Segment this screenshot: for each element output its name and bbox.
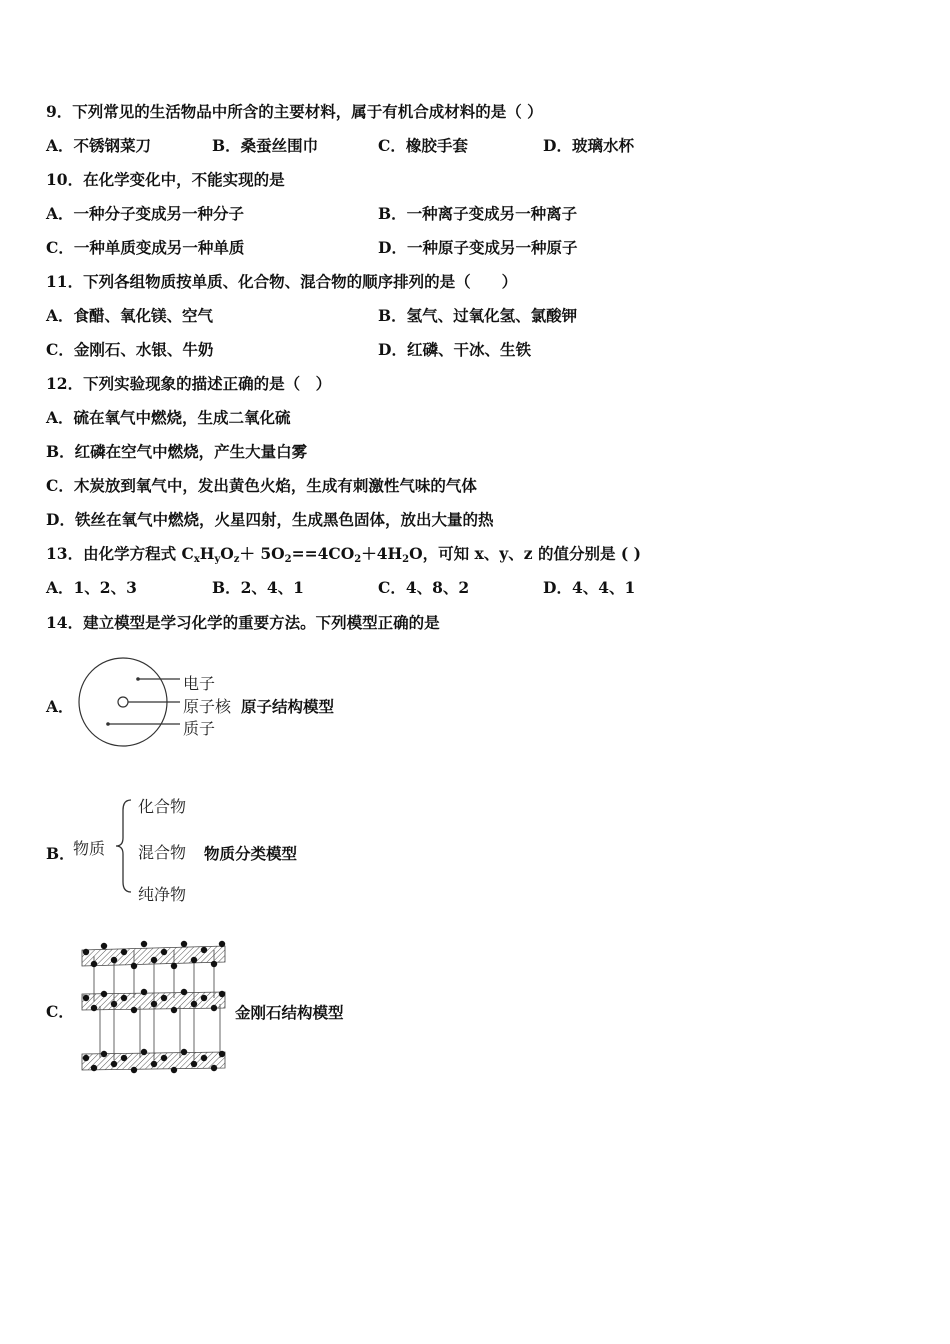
classification-model-caption: 物质分类模型	[204, 844, 298, 863]
mixture-item: 混合物	[138, 843, 187, 862]
q13-option-a[interactable]: A．1、2、3	[46, 578, 137, 597]
q9-option-a[interactable]: A．不锈钢菜刀	[46, 136, 152, 155]
q10-option-d[interactable]: D．一种原子变成另一种原子	[378, 238, 578, 257]
q10-option-a[interactable]: A．一种分子变成另一种分子	[46, 204, 245, 223]
q9-option-d[interactable]: D．玻璃水杯	[543, 136, 634, 155]
compound-item: 化合物	[138, 797, 187, 816]
q9-option-c[interactable]: C．橡胶手套	[378, 136, 468, 155]
q9-option-b[interactable]: B．桑蚕丝围巾	[212, 136, 319, 155]
proton-label: 质子	[183, 719, 216, 738]
q13-stem-prefix: 13．由化学方程式	[46, 544, 182, 563]
substance-root: 物质	[73, 839, 106, 858]
q13-stem	[46, 544, 641, 570]
atom-nucleus-circle	[118, 697, 128, 707]
q10-option-c[interactable]: C．一种单质变成另一种单质	[46, 238, 245, 257]
q13-option-c[interactable]: C．4、8、2	[378, 578, 470, 597]
nucleus-label: 原子核	[183, 697, 232, 716]
q10-stem: 10．在化学变化中，不能实现的是	[46, 170, 285, 189]
q11-option-a[interactable]: A．食醋、氧化镁、空气	[46, 306, 214, 325]
pure-substance-item: 纯净物	[138, 885, 187, 904]
q14-option-b-label[interactable]: B．	[46, 844, 75, 863]
q13-stem-suffix: ，可知 x、y、z 的值分别是 ( )	[422, 544, 641, 563]
q11-option-d[interactable]: D．红磷、干冰、生铁	[378, 340, 531, 359]
q12-option-a[interactable]: A．硫在氧气中燃烧，生成二氧化硫	[46, 408, 291, 427]
q14-option-a-label[interactable]: A．	[46, 697, 74, 716]
q10-option-b[interactable]: B．一种离子变成另一种离子	[378, 204, 578, 223]
q12-option-c[interactable]: C．木炭放到氧气中，发出黄色火焰，生成有刺激性气味的气体	[46, 476, 477, 495]
brace-icon	[113, 798, 135, 894]
q13-option-b[interactable]: B．2、4、1	[212, 578, 304, 597]
q12-option-b[interactable]: B．红磷在空气中燃烧，产生大量白雾	[46, 442, 308, 461]
q14-option-c-label[interactable]: C．	[46, 1002, 74, 1021]
diamond-model-caption: 金刚石结构模型	[235, 1003, 344, 1022]
q12-option-d[interactable]: D．铁丝在氧气中燃烧，火星四射，生成黑色固体，放出大量的热	[46, 510, 494, 529]
q12-stem: 12．下列实验现象的描述正确的是（ ）	[46, 374, 332, 393]
q9-stem: 9．下列常见的生活物品中所含的主要材料，属于有机合成材料的是（ ）	[46, 102, 543, 121]
q11-option-b[interactable]: B．氢气、过氧化氢、氯酸钾	[378, 306, 578, 325]
q11-option-c[interactable]: C．金刚石、水银、牛奶	[46, 340, 214, 359]
layered-carbon-structure-diagram	[80, 936, 230, 1076]
q13-option-d[interactable]: D．4、4、1	[543, 578, 636, 597]
electron-label: 电子	[183, 674, 216, 693]
q14-stem: 14．建立模型是学习化学的重要方法。下列模型正确的是	[46, 613, 440, 632]
atom-model-caption: 原子结构模型	[241, 697, 335, 716]
q13-formula: $C_xH_yO_z+ 5O_2==4CO_2+4H_2O$	[181, 544, 423, 565]
q11-stem: 11．下列各组物质按单质、化合物、混合物的顺序排列的是（ ）	[46, 272, 518, 291]
